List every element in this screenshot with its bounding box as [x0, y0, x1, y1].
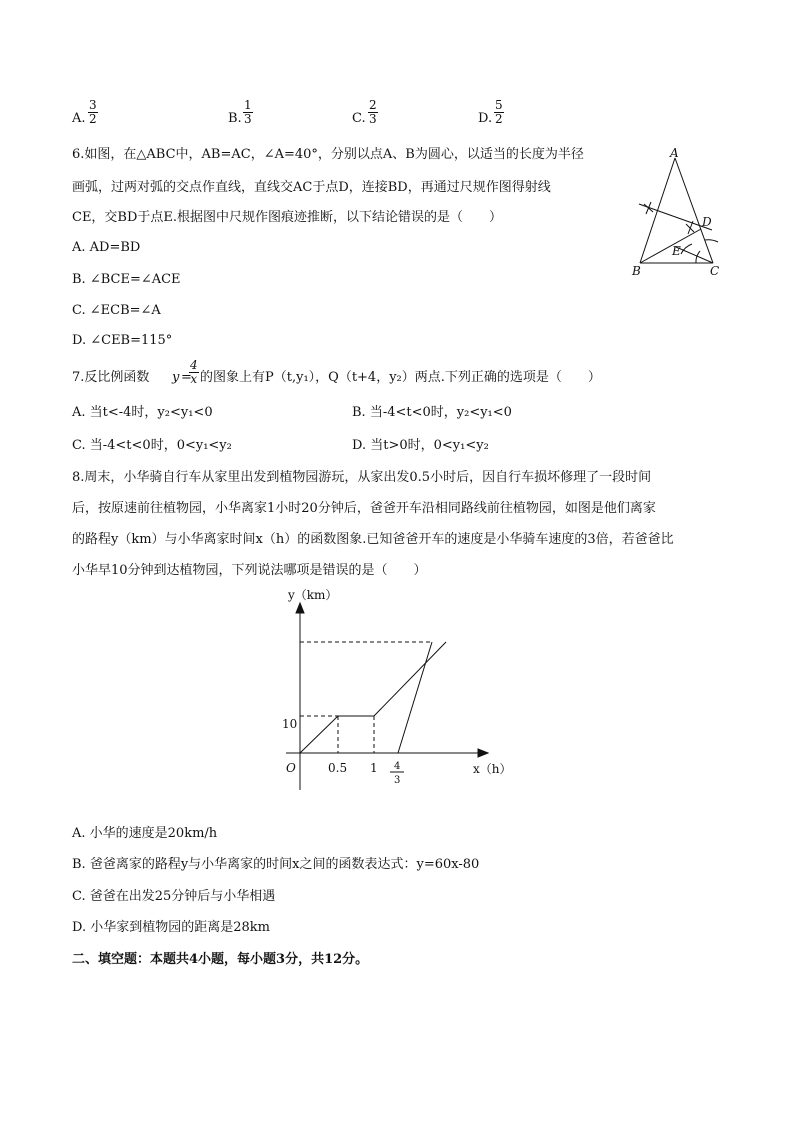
q8-stem-line4: 小华早10分钟到达植物园，下列说法哪项是错误的是（ ）: [72, 563, 427, 578]
q8-stem-line1: 8.周末，小华骑自行车从家里出发到植物园游玩，从家出发0.5小时后，因自行车损坏修理了一段时间: [72, 470, 652, 485]
q5-option-b-fraction: $\frac{1}{3}$: [244, 98, 252, 126]
q5-option-c-letter: C.: [352, 111, 366, 126]
x-tick-1: 1: [370, 761, 378, 775]
y-axis-arrow: [296, 603, 304, 613]
x-axis-arrow: [478, 749, 488, 757]
q8-option-c: C. 爸爸在出发25分钟后与小华相遇: [72, 889, 276, 904]
q8-stem-line2: 后，按原速前往植物园，小华离家1小时20分钟后，爸爸开车沿相同路线前往植物园，如图是他们离家: [72, 501, 656, 516]
q7-stem-prefix: 7.反比例函数: [72, 370, 150, 385]
q5-option-d-fraction: $\frac{5}{2}$: [495, 98, 503, 126]
x-tick-4-3-num: 4: [394, 761, 401, 772]
label-d: D: [702, 215, 712, 229]
q8-option-a: A. 小华的速度是20km/h: [72, 826, 218, 841]
xiaohua-line: [300, 642, 446, 753]
x-axis-label: x（h）: [473, 762, 512, 776]
q5-option-c-fraction: $\frac{2}{3}$: [369, 98, 377, 126]
q7-option-b: B. 当-4<t<0时，y₂<y₁<0: [352, 405, 512, 420]
label-a: A: [670, 146, 679, 160]
ray-ce: [676, 247, 713, 263]
q6-option-c: C. ∠ECB=∠A: [72, 303, 161, 318]
label-c: C: [710, 264, 720, 278]
q6-stem-line3: CE，交BD于点E.根据图中尺规作图痕迹推断，以下结论错误的是（ ）: [72, 210, 503, 225]
y-axis-label: y（km）: [288, 588, 338, 602]
q6-option-d: D. ∠CEB=115°: [72, 333, 173, 348]
q7-option-a: A. 当t<-4时，y₂<y₁<0: [72, 405, 213, 420]
q7-stem-suffix: 的图象上有P（t,y₁），Q（t+4，y₂）两点.下列正确的选项是（ ）: [200, 370, 601, 385]
arc-near-e: [681, 244, 692, 254]
y-tick-10: 10: [282, 717, 298, 731]
q7-option-d: D. 当t>0时，0<y₁<y₂: [352, 438, 489, 453]
q7-option-c: C. 当-4<t<0时，0<y₁<y₂: [72, 438, 232, 453]
q6-option-b: B. ∠BCE=∠ACE: [72, 272, 181, 287]
arc-mark-right-2: [688, 221, 693, 234]
x-tick-4-3-den: 3: [394, 775, 401, 786]
father-line: [398, 642, 432, 753]
q7-func-y: y: [172, 370, 180, 385]
q5-option-a-fraction: $\frac{3}{2}$: [89, 98, 97, 126]
q8-function-graph: [270, 585, 520, 800]
q6-stem-line1: 6.如图，在△ABC中，AB=AC，∠A=40°，分别以点A、B为圆心，以适当的长度为半径: [72, 147, 584, 162]
label-e: E: [672, 244, 681, 258]
q8-stem-line3: 的路程y（km）与小华离家时间x（h）的函数图象.已知爸爸开车的速度是小华骑车速度的3倍，若爸爸比: [72, 532, 674, 547]
q5-option-b-letter: B.: [228, 111, 242, 126]
q6-stem-line2: 画弧，过两对弧的交点作直线，直线交AC于点D，连接BD，再通过尺规作图得射线: [72, 180, 551, 195]
q5-option-d-letter: D.: [478, 111, 493, 126]
x-tick-0-5: 0.5: [328, 761, 348, 775]
q7-func-eq: =: [181, 370, 192, 385]
q6-option-a: A. AD=BD: [72, 240, 141, 255]
q8-option-b: B. 爸爸离家的路程y与小华离家的时间x之间的函数表达式：y=60x-80: [72, 857, 480, 872]
origin-label: O: [286, 761, 296, 775]
q5-option-a-letter: A.: [72, 111, 86, 126]
q6-triangle-figure: [628, 144, 732, 284]
section-2-heading: 二、填空题：本题共4小题，每小题3分，共12分。: [72, 952, 369, 967]
label-b: B: [632, 264, 641, 278]
q7-func-fraction: $\frac{4}{x}$: [190, 358, 198, 386]
arc-near-d: [705, 240, 718, 242]
q8-option-d: D. 小华家到植物园的距离是28km: [72, 920, 270, 935]
